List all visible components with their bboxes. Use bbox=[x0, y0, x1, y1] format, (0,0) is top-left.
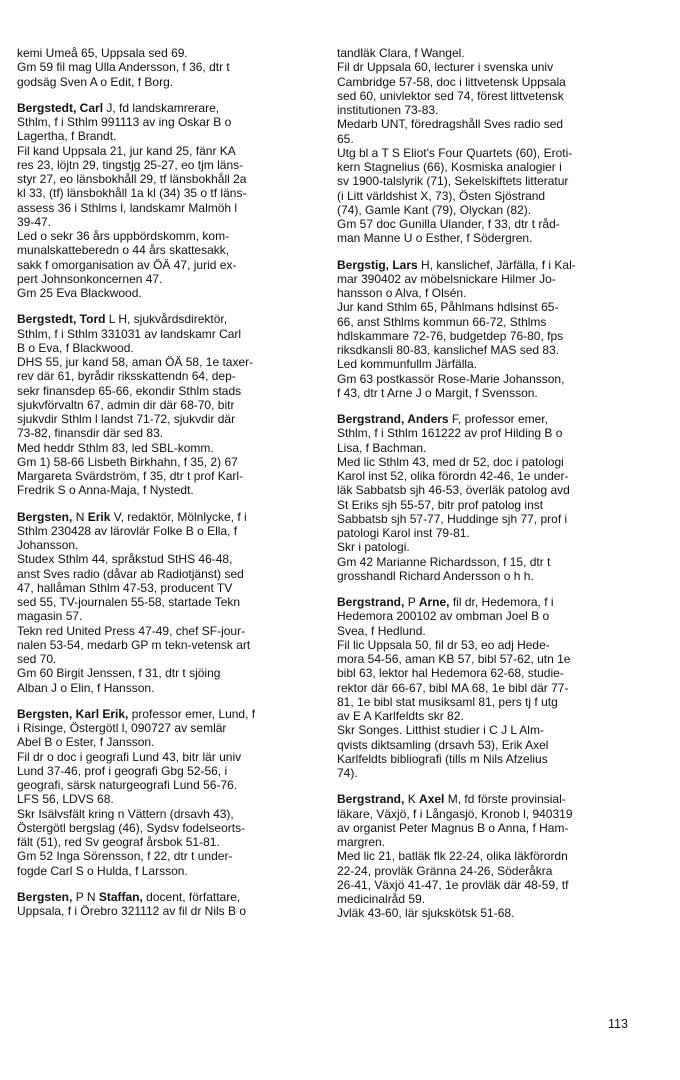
text-line: Sthlm, f i Sthlm 161222 av prof Hilding B o bbox=[337, 426, 563, 441]
text-line: patologi Karol inst 79-81. bbox=[337, 526, 470, 540]
entry-name: Bergstrand, bbox=[337, 792, 405, 807]
text-line: qvists diktsamling (drsavh 53), Erik Axel bbox=[337, 737, 549, 752]
entry-name: Bergstedt, Tord bbox=[17, 312, 106, 327]
text-line: läkare, Växjö, f i Långasjö, Kronob l, 940319 bbox=[337, 806, 573, 821]
text-line: Gm 1) 58-66 Lisbeth Birkhahn, f 35, 2) 67 bbox=[17, 454, 238, 469]
text-line: Fil kand Uppsala 21, jur kand 25, fänr KA bbox=[17, 143, 236, 158]
text-line: rektor där 66-67, bibl MA 68, 1e bibl där 77- bbox=[337, 680, 569, 695]
text-line: Sthlm, f i Sthlm 331031 av landskamr Carl bbox=[17, 326, 242, 341]
text-line: pert Johnsonkoncernen 47. bbox=[17, 271, 163, 286]
text-line: sekr finansdep 65-66, ekondir Sthlm stads bbox=[17, 383, 242, 398]
text-line: 26-41, Växjö 41-47, 1e provläk där 48-59, tf bbox=[337, 877, 569, 892]
text-line: Bergstedt, Tord L H, sjukvårdsdirektör, bbox=[17, 312, 228, 327]
text-line: i Risinge, Östergötl l, 090727 av semlär bbox=[17, 721, 227, 735]
text-line: Med lic Sthlm 43, med dr 52, doc i patologi bbox=[337, 454, 564, 469]
text-line: Alban J o Elin, f Hansson. bbox=[17, 680, 155, 695]
text-line: Svea, f Hedlund. bbox=[337, 623, 426, 638]
entry-gap bbox=[337, 780, 641, 792]
text-line: sjukvdir Sthlm l landst 71-72, sjukvdir där bbox=[17, 412, 236, 426]
left-column bbox=[17, 46, 317, 918]
text-line: Bergsten, P N Staffan, docent, författare, bbox=[17, 889, 241, 904]
entry-name: Bergstrand, Anders bbox=[337, 412, 449, 426]
text-line: Johansson. bbox=[17, 538, 79, 552]
text-line: Sthlm 230428 av lärovlär Folke B o Ella, f bbox=[17, 523, 238, 538]
text-line: riksdkansli 80-83, kanslichef MAS sed 83. bbox=[337, 343, 560, 357]
text-line: sakk f omorganisation av ÖÄ 47, jurid ex- bbox=[17, 257, 237, 272]
text-line: av E A Karlfeldts skr 82. bbox=[337, 709, 464, 723]
text-line: Gm 63 postkassör Rose-Marie Johansson, bbox=[337, 371, 565, 386]
text-line: fält (51), red Sv geograf årsbok 51-81. bbox=[17, 835, 220, 849]
entry-name: Bergsten, bbox=[17, 889, 73, 904]
text-line: Med lic 21, batläk flk 22-24, olika läkförordn bbox=[337, 849, 568, 864]
text-line: Fil dr Uppsala 60, lecturer i svenska univ bbox=[337, 60, 554, 75]
text-line: Gm 57 doc Gunilla Ulander, f 33, dtr t råd- bbox=[337, 217, 560, 231]
text-line: res 23, löjtn 29, tingstjg 25-27, eo tjm läns- bbox=[17, 157, 244, 172]
text-line: mora 54-56, aman KB 57, bibl 57-62, utn 1e bbox=[337, 652, 571, 666]
text-line: 65. bbox=[337, 131, 354, 146]
text-line: kemi Umeå 65, Uppsala sed 69. bbox=[17, 46, 188, 60]
text-line: 81, 1e bibl stat musiksaml 81, pers tj f utg bbox=[337, 694, 558, 709]
text-line: Karol inst 52, olika förordn 42-46, 1e under- bbox=[337, 469, 569, 483]
text-line: Uppsala, f i Örebro 321112 av fil dr Nils B o bbox=[17, 904, 246, 918]
text-line: Skr Isälvsfält kring n Vättern (drsavh 43), bbox=[17, 806, 234, 821]
entry-name: Bergsten, bbox=[17, 509, 73, 524]
text-line: Fil dr o doc i geografi Lund 43, bitr lär univ bbox=[17, 749, 242, 764]
text-line: Tekn red United Press 47-49, chef SF-jour- bbox=[17, 623, 246, 638]
text-line: hansson o Alva, f Olsén. bbox=[337, 286, 467, 300]
entry-gap bbox=[337, 583, 641, 595]
text-line: 73-82, finansdir där sed 83. bbox=[17, 426, 164, 441]
text-line: godsäg Sven A o Edit, f Borg. bbox=[17, 74, 174, 89]
text-line: styr 27, eo länsbokhåll 29, tf länsbokhåll 2a bbox=[17, 172, 247, 186]
text-line: man Manne U o Esther, f Södergren. bbox=[337, 231, 533, 246]
text-line: Karlfeldts bibliografi (tills m Nils Afzelius bbox=[337, 751, 548, 766]
text-line: sed 70. bbox=[17, 652, 57, 666]
text-line: kl 33, (tf) länsbokhåll 1a kl (34) 35 o tf läns- bbox=[17, 186, 247, 201]
entry-name: Staffan, bbox=[98, 889, 143, 904]
text-line: nalen 53-54, medarb GP m tekn-vetensk art bbox=[17, 637, 251, 652]
text-line: Bergstrand, Anders F, professor emer, bbox=[337, 412, 548, 426]
text-line: Studex Sthlm 44, språkstud StHS 46-48, bbox=[17, 552, 233, 567]
text-line: DHS 55, jur kand 58, aman ÖÄ 58, 1e taxer- bbox=[17, 355, 254, 369]
text-line: Cambridge 57-58, doc i littvetensk Uppsala bbox=[337, 74, 566, 89]
entry-gap bbox=[17, 695, 317, 707]
text-line: Gm 60 Birgit Jenssen, f 31, dtr t sjöing bbox=[17, 666, 221, 681]
entry-name: Arne, bbox=[418, 595, 450, 609]
text-line: Bergsten, N Erik V, redaktör, Mölnlycke, f i bbox=[17, 509, 247, 524]
text-line: Sabbatsb sjh 57-77, Huddinge sjh 77, prof i bbox=[337, 511, 568, 526]
text-line: 39-47. bbox=[17, 214, 52, 229]
text-line: margren. bbox=[337, 835, 386, 849]
text-line: Gm 59 fil mag Ulla Andersson, f 36, dtr t bbox=[17, 60, 230, 75]
text-line: Lisa, f Bachman. bbox=[337, 440, 427, 455]
text-line: Bergstedt, Carl J, fd landskamrerare, bbox=[17, 100, 220, 115]
text-line: f 43, dtr t Arne J o Margit, f Svensson. bbox=[337, 385, 538, 400]
text-line: geografi, särsk naturgeografi Lund 56-76. bbox=[17, 778, 238, 792]
text-line: Fredrik S o Anna-Maja, f Nystedt. bbox=[17, 483, 194, 498]
text-line: Sthlm, f i Sthlm 991113 av ing Oskar B o bbox=[17, 115, 232, 129]
text-line: Gm 52 Inga Sörensson, f 22, dtr t under- bbox=[17, 849, 233, 864]
text-line: av organist Peter Magnus B o Anna, f Ham- bbox=[337, 820, 569, 835]
entry-gap bbox=[17, 89, 317, 101]
text-line: magasin 57. bbox=[17, 609, 83, 624]
page-number: 113 bbox=[608, 1017, 628, 1031]
text-line: sed 55, TV-journalen 55-58, startade Tekn bbox=[17, 595, 241, 609]
text-line: kern Stagnelius (66), Kosmiska analogier i bbox=[337, 160, 562, 174]
entry-gap bbox=[337, 400, 641, 412]
entry-gap bbox=[17, 300, 317, 312]
text-line: sv 1900-talslyrik (71), Sekelskiftets litteratur bbox=[337, 174, 569, 189]
entry-name: Bergstedt, Carl bbox=[17, 100, 104, 115]
text-line: anst Sves radio (dåvar ab Radiotjänst) sed bbox=[17, 566, 244, 581]
text-line: institutionen 73-83. bbox=[337, 103, 439, 117]
text-line: Utg bl a T S Eliot's Four Quartets (60), Eroti- bbox=[337, 145, 573, 160]
text-line: Hedemora 200102 av ombman Joel B o bbox=[337, 609, 550, 624]
text-line: grosshandl Richard Andersson o h h. bbox=[337, 568, 534, 583]
text-line: bibl 63, lektor hal Hedemora 62-68, studie- bbox=[337, 666, 564, 681]
text-line: Abel B o Ester, f Jansson. bbox=[17, 735, 155, 750]
text-line: Led o sekr 36 års uppbördskomm, kom- bbox=[17, 229, 230, 243]
text-line: Gm 25 Eva Blackwood. bbox=[17, 286, 142, 300]
text-line: Bergstrand, P Arne, fil dr, Hedemora, f i bbox=[337, 595, 554, 609]
text-line: Lund 37-46, prof i geografi Gbg 52-56, i bbox=[17, 763, 228, 778]
text-line: Östergötl bergslag (46), Sydsv fodelseorts- bbox=[17, 820, 246, 835]
text-line: (i Litt världshist X, 73), Östen Sjöstrand bbox=[337, 188, 546, 203]
text-line: LFS 56, LDVS 68. bbox=[17, 792, 114, 807]
entry-name: Bergsten, Karl Erik, bbox=[17, 706, 129, 721]
text-line: 47, hallåman Sthlm 47-53, producent TV bbox=[17, 580, 233, 595]
text-line: Margareta Svärdström, f 35, dtr t prof Karl- bbox=[17, 469, 244, 483]
right-column bbox=[337, 46, 641, 921]
text-line: Bergstig, Lars H, kanslichef, Järfälla, f i Kal- bbox=[337, 257, 576, 272]
text-line: hdlskammare 72-76, budgetdep 76-80, fps bbox=[337, 328, 564, 343]
text-line: Lagertha, f Brandt. bbox=[17, 129, 117, 144]
text-line: Skr Songes. Litthist studier i C J L Alm- bbox=[337, 723, 544, 738]
entry-gap bbox=[17, 498, 317, 510]
text-line: 66, anst Sthlms kommun 66-72, Sthlms bbox=[337, 314, 547, 329]
text-line: Skr i patologi. bbox=[337, 540, 410, 555]
text-line: medicinalråd 59. bbox=[337, 892, 426, 906]
text-line: assess 36 i Sthlms l, landskamr Malmöh l bbox=[17, 200, 238, 215]
text-line: Led kommunfullm Järfälla. bbox=[337, 357, 478, 372]
text-line: sed 60, univlektor sed 74, förest littvetensk bbox=[337, 88, 564, 103]
entry-name: Axel bbox=[419, 792, 445, 807]
text-line: (74), Gamle Kant (79), Olyckan (82). bbox=[337, 202, 532, 217]
text-line: 74). bbox=[337, 766, 358, 780]
text-line: Bergstrand, K Axel M, fd förste provinsial- bbox=[337, 792, 566, 807]
entry-gap bbox=[17, 878, 317, 890]
text-line: mar 390402 av möbelsnickare Hilmer Jo- bbox=[337, 271, 556, 286]
text-line: Jvläk 43-60, lär sjukskötsk 51-68. bbox=[337, 906, 515, 921]
text-line: munalskatteberedn o 44 års skattesakk, bbox=[17, 243, 230, 258]
entry-gap bbox=[337, 246, 641, 258]
entry-name: Erik bbox=[87, 509, 111, 524]
text-line: Fil lic Uppsala 50, fil dr 53, eo adj Hede- bbox=[337, 637, 550, 652]
text-line: Bergsten, Karl Erik, professor emer, Lund, f bbox=[17, 706, 256, 721]
entry-name: Bergstig, Lars bbox=[337, 257, 418, 272]
text-line: läk Sabbatsb sjh 46-53, överläk patolog avd bbox=[337, 483, 570, 498]
text-line: tandläk Clara, f Wangel. bbox=[337, 46, 465, 60]
text-line: rev där 61, byrådir riksskattendn 64, dep- bbox=[17, 369, 236, 384]
text-line: fogde Carl S o Hulda, f Larsson. bbox=[17, 863, 188, 878]
text-line: B o Eva, f Blackwood. bbox=[17, 340, 134, 355]
text-line: Med heddr Sthlm 83, led SBL-komm. bbox=[17, 440, 214, 455]
entry-name: Bergstrand, bbox=[337, 595, 405, 609]
text-line: Gm 42 Marianne Richardsson, f 15, dtr t bbox=[337, 554, 551, 569]
text-line: 22-24, provläk Gränna 24-26, Söderåkra bbox=[337, 863, 553, 878]
text-line: St Eriks sjh 55-57, bitr prof patolog inst bbox=[337, 497, 544, 512]
text-line: Medarb UNT, föredragshåll Sves radio sed bbox=[337, 117, 564, 132]
text-line: Jur kand Sthlm 65, Påhlmans hdlsinst 65- bbox=[337, 300, 559, 315]
text-line: sjukvförvaltn 67, admin dir där 68-70, bitr bbox=[17, 397, 235, 412]
